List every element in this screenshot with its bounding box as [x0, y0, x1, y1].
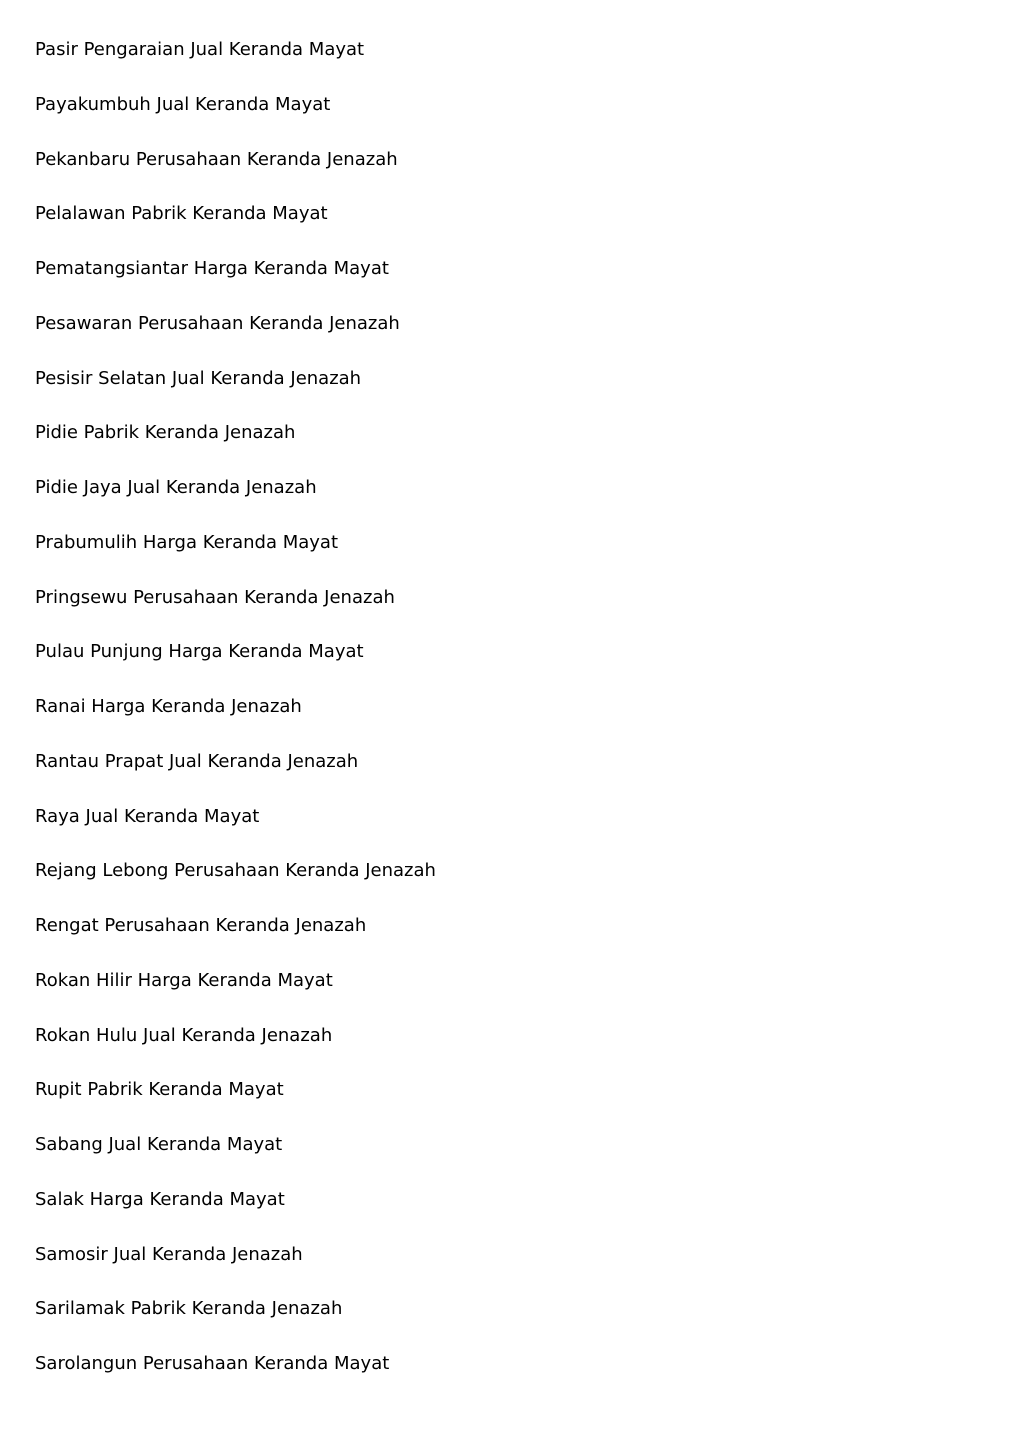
list-item: Pelalawan Pabrik Keranda Mayat	[35, 203, 328, 225]
list-item: Rokan Hulu Jual Keranda Jenazah	[35, 1024, 333, 1046]
list-item: Samosir Jual Keranda Jenazah	[35, 1243, 303, 1265]
list-item: Pematangsiantar Harga Keranda Mayat	[35, 258, 389, 279]
list-item: Rantau Prapat Jual Keranda Jenazah	[35, 750, 359, 772]
list-item: Rupit Pabrik Keranda Mayat	[35, 1079, 284, 1101]
list-item: Ranai Harga Keranda Jenazah	[35, 696, 302, 717]
list-item: Pasir Pengaraian Jual Keranda Mayat	[35, 39, 365, 60]
entry-list	[35, 38, 436, 1407]
list-item: Prabumulih Harga Keranda Mayat	[35, 531, 339, 553]
list-item: Raya Jual Keranda Mayat	[35, 805, 260, 827]
list-item: Pekanbaru Perusahaan Keranda Jenazah	[35, 148, 398, 170]
list-item: Pidie Jaya Jual Keranda Jenazah	[35, 477, 317, 498]
list-item: Payakumbuh Jual Keranda Mayat	[35, 93, 331, 115]
list-item: Sabang Jual Keranda Mayat	[35, 1134, 283, 1155]
list-item: Rengat Perusahaan Keranda Jenazah	[35, 915, 367, 936]
list-item: Rejang Lebong Perusahaan Keranda Jenazah	[35, 860, 436, 882]
list-item: Salak Harga Keranda Mayat	[35, 1188, 285, 1210]
list-item: Sarilamak Pabrik Keranda Jenazah	[35, 1298, 343, 1320]
list-item: Pidie Pabrik Keranda Jenazah	[35, 422, 296, 444]
list-item: Pulau Punjung Harga Keranda Mayat	[35, 641, 364, 663]
list-item: Rokan Hilir Harga Keranda Mayat	[35, 969, 333, 991]
list-item: Pringsewu Perusahaan Keranda Jenazah	[35, 586, 395, 608]
list-item: Sarolangun Perusahaan Keranda Mayat	[35, 1353, 390, 1374]
list-item: Pesisir Selatan Jual Keranda Jenazah	[35, 367, 362, 389]
list-item: Pesawaran Perusahaan Keranda Jenazah	[35, 312, 400, 334]
